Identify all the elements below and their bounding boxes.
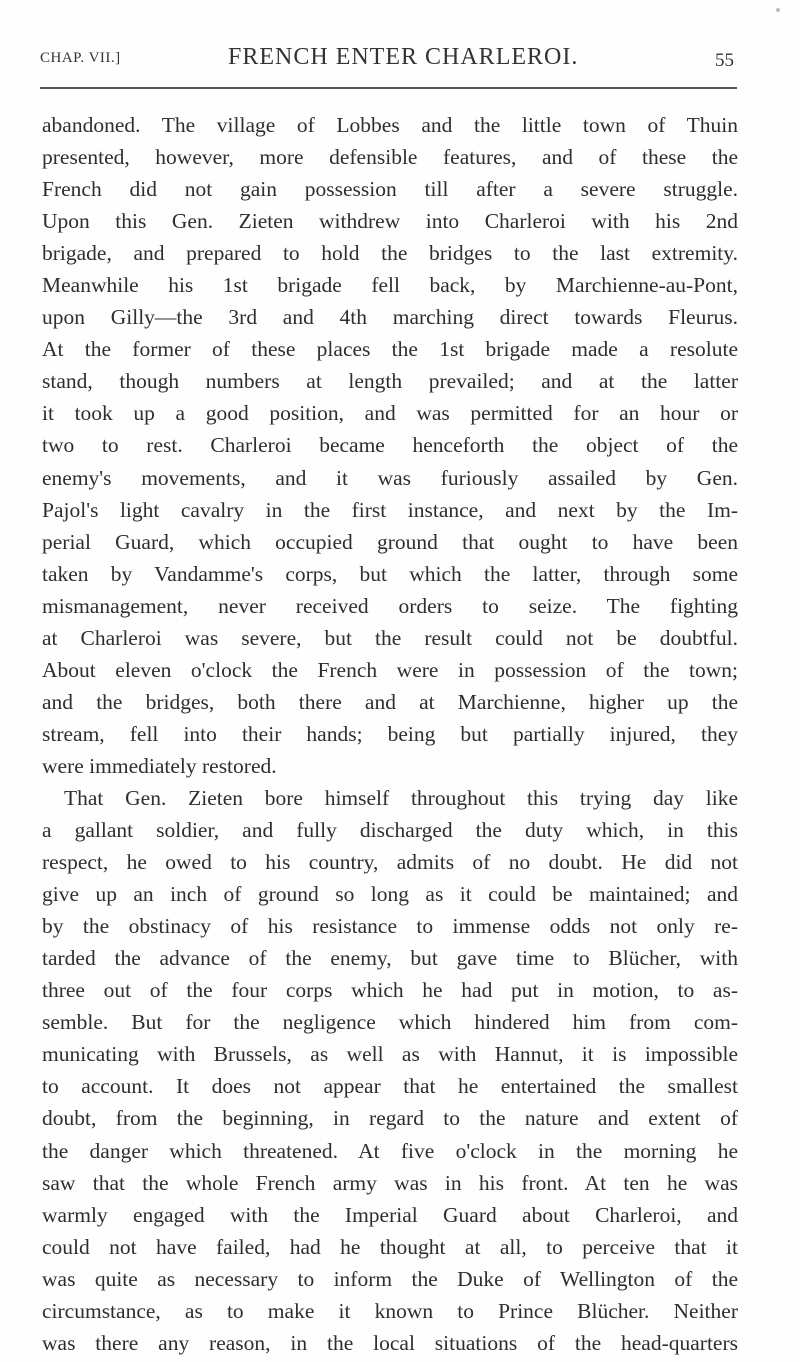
text-line: That Gen. Zieten bore himself throughout this trying day like <box>64 785 738 810</box>
text-line: two to rest. Charleroi became henceforth the object of the <box>42 433 738 458</box>
text-line: At the former of these places the 1st brigade made a resolute <box>42 337 738 362</box>
running-head <box>40 44 740 84</box>
paragraph <box>42 109 738 782</box>
text-line: it took up a good position, and was permitted for an hour or <box>42 401 738 426</box>
text-line: abandoned. The village of Lobbes and the little town of Thuin <box>42 113 738 137</box>
text-line: give up an inch of ground so long as it could be maintained; and <box>42 882 738 907</box>
text-line: a gallant soldier, and fully discharged the duty which, in this <box>42 818 738 843</box>
page-speck <box>776 8 780 12</box>
text-line: by the obstinacy of his resistance to immense odds not only re- <box>42 914 738 939</box>
text-line: semble. But for the negligence which hindered him from com- <box>42 1010 738 1035</box>
text-line: stand, though numbers at length prevailed; and at the latter <box>42 369 738 394</box>
page-number: 55 <box>715 50 734 71</box>
text-line: enemy's movements, and it was furiously assailed by Gen. <box>42 465 738 490</box>
text-line: upon Gilly—the 3rd and 4th marching direct towards Fleurus. <box>42 305 738 330</box>
text-line: warmly engaged with the Imperial Guard about Charleroi, and <box>42 1202 738 1227</box>
text-line: stream, fell into their hands; being but partially injured, they <box>42 721 738 746</box>
text-line: tarded the advance of the enemy, but gave time to Blücher, with <box>42 946 738 971</box>
body-text <box>42 109 738 1359</box>
text-line: saw that the whole French army was in his front. At ten he was <box>42 1170 738 1195</box>
text-line: was there any reason, in the local situations of the head-quarters <box>42 1330 738 1355</box>
text-line: were immediately restored. <box>42 753 277 778</box>
text-line: Meanwhile his 1st brigade fell back, by Marchienne-au-Pont, <box>42 273 738 298</box>
paragraph <box>42 782 738 1359</box>
chapter-label: CHAP. VII.] <box>40 50 121 66</box>
text-line: About eleven o'clock the French were in possession of the town; <box>42 657 738 682</box>
text-line: presented, however, more defensible features, and of these the <box>42 145 738 170</box>
text-line: at Charleroi was severe, but the result could not be doubtful. <box>42 625 738 650</box>
page-title: FRENCH ENTER CHARLEROI. <box>228 44 579 70</box>
text-line: taken by Vandamme's corps, but which the latter, through some <box>42 561 738 586</box>
text-line: circumstance, as to make it known to Prince Blücher. Neither <box>42 1298 738 1323</box>
text-line: brigade, and prepared to hold the bridges to the last extremity. <box>42 241 738 266</box>
text-line: three out of the four corps which he had put in motion, to as- <box>42 978 738 1003</box>
header-rule <box>40 87 737 89</box>
text-line: perial Guard, which occupied ground that ought to have been <box>42 529 738 554</box>
text-line: municating with Brussels, as well as with Hannut, it is impossible <box>42 1042 738 1067</box>
text-line: and the bridges, both there and at Marchienne, higher up the <box>42 689 738 714</box>
text-line: doubt, from the beginning, in regard to the nature and extent of <box>42 1106 738 1131</box>
text-line: to account. It does not appear that he entertained the smallest <box>42 1074 738 1099</box>
text-line: French did not gain possession till after a severe struggle. <box>42 177 738 202</box>
text-line: Upon this Gen. Zieten withdrew into Charleroi with his 2nd <box>42 209 738 234</box>
text-line: the danger which threatened. At five o'clock in the morning he <box>42 1138 738 1163</box>
text-line: respect, he owed to his country, admits of no doubt. He did not <box>42 850 738 875</box>
text-line: mismanagement, never received orders to seize. The fighting <box>42 593 738 618</box>
text-line: could not have failed, had he thought at all, to perceive that it <box>42 1234 738 1259</box>
text-line: Pajol's light cavalry in the first instance, and next by the Im- <box>42 497 738 522</box>
text-line: was quite as necessary to inform the Duke of Wellington of the <box>42 1266 738 1291</box>
